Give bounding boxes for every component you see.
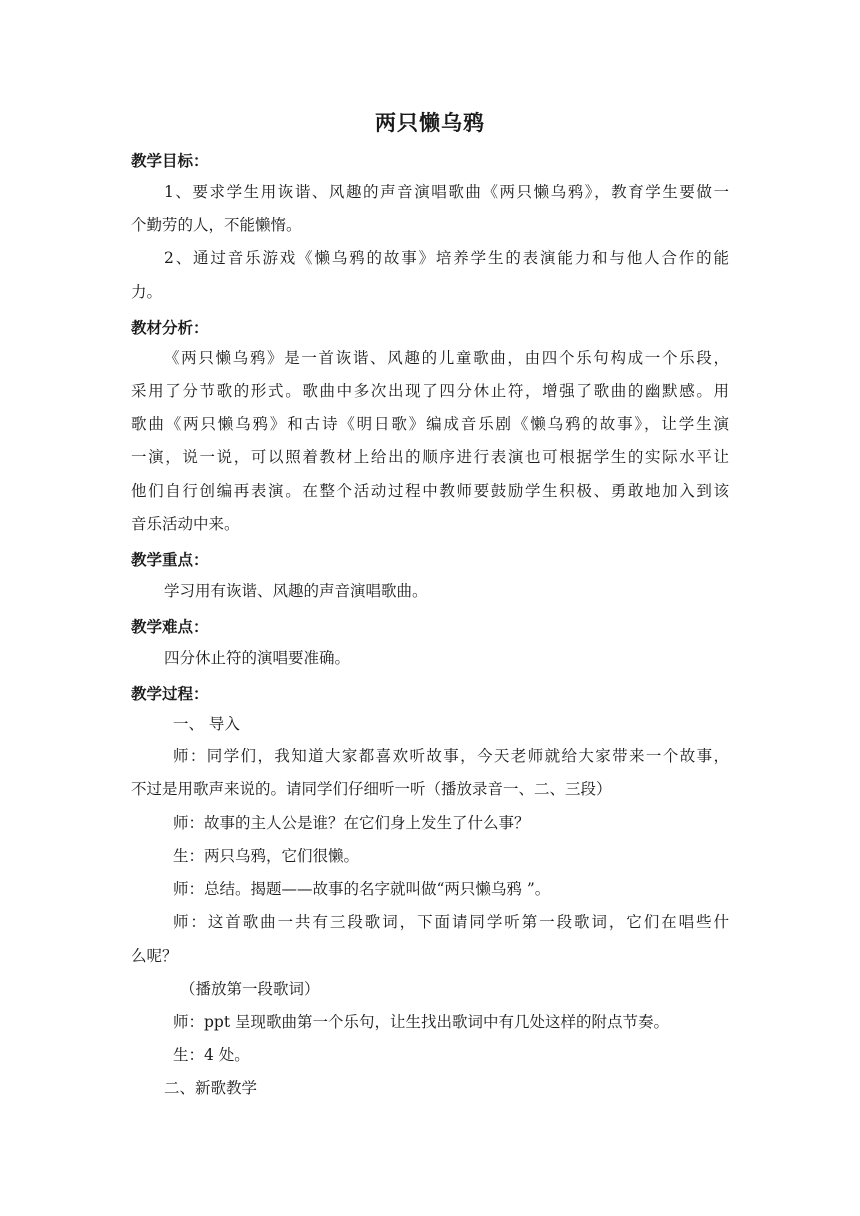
process-step-1: 一、 导入 xyxy=(173,715,240,733)
teacher-line-1a: 师：同学们，我知道大家都喜欢听故事，今天老师就给大家带来一个故事， xyxy=(173,747,729,765)
heading-key-points: 教学重点： xyxy=(131,551,209,569)
student-line-2: 生：4 处。 xyxy=(173,1046,250,1064)
teacher-line-4b: 么呢？ xyxy=(131,947,178,965)
heading-goals: 教学目标： xyxy=(131,152,209,170)
teacher-line-1b: 不过是用歌声来说的。请同学们仔细听一听（播放录音一、二、三段） xyxy=(131,780,612,798)
goal-1-line-1: 1、要求学生用诙谐、风趣的声音演唱歌曲《两只懒乌鸦》，教育学生要做一 xyxy=(164,183,729,201)
process-step-2: 二、新歌教学 xyxy=(164,1079,258,1097)
teacher-line-4a: 师：这首歌曲一共有三段歌词，下面请同学听第一段歌词，它们在唱些什 xyxy=(173,913,729,931)
goal-1-line-2: 个勤劳的人，不能懒惰。 xyxy=(131,216,302,234)
analysis-line-5: 他们自行创编再表演。在整个活动过程中教师要鼓励学生积极、勇敢地加入到该 xyxy=(131,482,729,500)
analysis-line-3: 歌曲《两只懒乌鸦》和古诗《明日歌》编成音乐剧《懒乌鸦的故事》，让学生演 xyxy=(131,415,729,433)
teacher-line-2: 师：故事的主人公是谁？在它们身上发生了什么事？ xyxy=(173,814,530,832)
heading-difficulty: 教学难点： xyxy=(131,618,209,636)
heading-analysis: 教材分析： xyxy=(131,319,209,337)
analysis-line-6: 音乐活动中来。 xyxy=(131,515,240,533)
analysis-line-2: 采用了分节歌的形式。歌曲中多次出现了四分休止符，增强了歌曲的幽默感。用 xyxy=(131,382,729,400)
teacher-line-5: 师：ppt 呈现歌曲第一个乐句，让生找出歌词中有几处这样的附点节奏。 xyxy=(173,1013,670,1031)
goal-2-line-1: 2、通过音乐游戏《懒乌鸦的故事》培养学生的表演能力和与他人合作的能 xyxy=(164,249,729,267)
student-line-1: 生：两只乌鸦，它们很懒。 xyxy=(173,847,360,865)
difficulty-text: 四分休止符的演唱要准确。 xyxy=(164,649,351,667)
heading-process: 教学过程： xyxy=(131,685,209,703)
teacher-line-3: 师：总结。揭题——故事的名字就叫做“两只懒乌鸦 ”。 xyxy=(173,880,551,898)
analysis-line-4: 一演，说一说，可以照着教材上给出的顺序进行表演也可根据学生的实际水平让 xyxy=(131,448,729,466)
key-points-text: 学习用有诙谐、风趣的声音演唱歌曲。 xyxy=(164,582,428,600)
page-title: 两只懒乌鸦 xyxy=(375,111,485,135)
playback-note: （播放第一段歌词） xyxy=(180,980,320,998)
analysis-line-1: 《两只懒乌鸦》是一首诙谐、风趣的儿童歌曲，由四个乐句构成一个乐段， xyxy=(164,349,729,367)
goal-2-line-2: 力。 xyxy=(131,283,163,301)
